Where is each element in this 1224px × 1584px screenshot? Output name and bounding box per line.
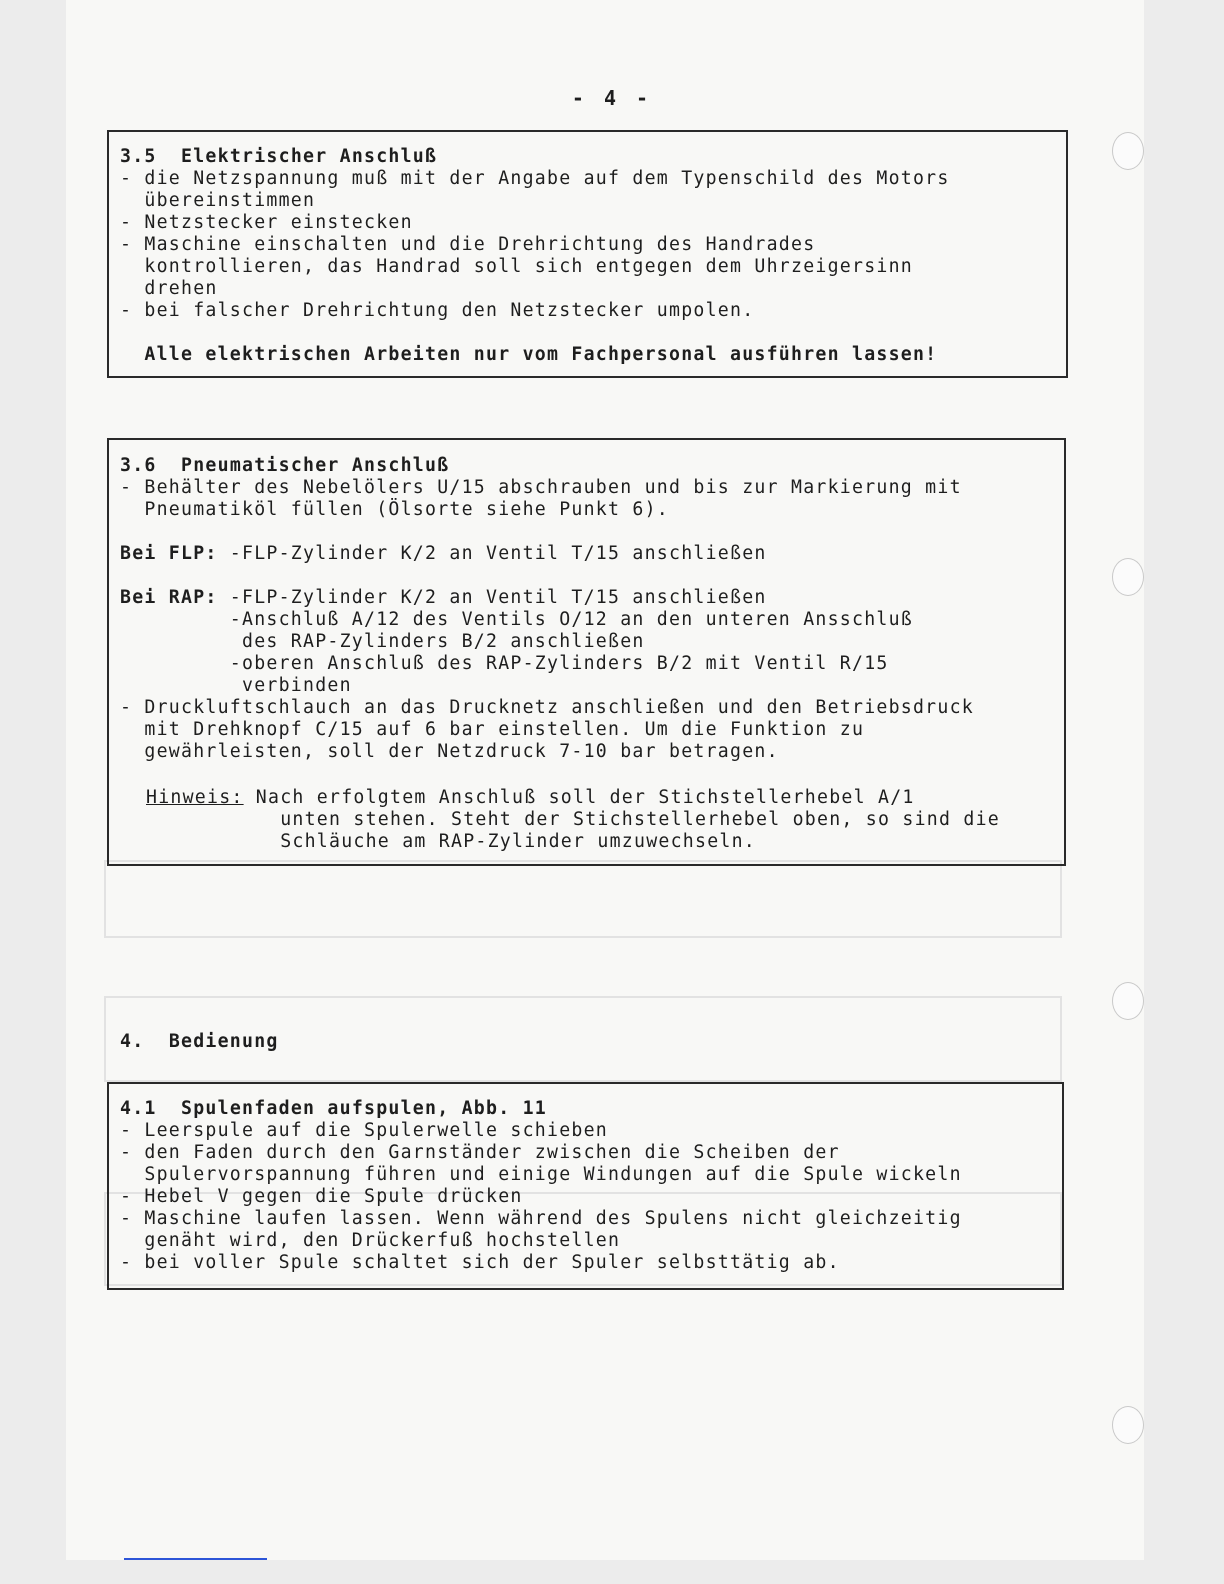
text-line: - Druckluftschlauch an das Drucknetz anschließen und den Betriebsdruck — [120, 697, 974, 718]
rap-label: Bei RAP: — [120, 587, 218, 608]
text-line: -oberen Anschluß des RAP-Zylinders B/2 mit Ventil R/15 — [120, 653, 889, 674]
hint-label: Hinweis: — [146, 787, 244, 808]
bleed-through-frame — [104, 860, 1062, 938]
text-line: - bei falscher Drehrichtung den Netzstecker umpolen. — [120, 300, 755, 321]
heading-text: Pneumatischer Anschluß — [181, 455, 450, 476]
page-number: - 4 - — [571, 86, 653, 110]
safety-warning: Alle elektrischen Arbeiten nur vom Fachpersonal ausführen lassen! — [120, 344, 938, 365]
rap-line — [120, 587, 767, 609]
text-line: Spulervorspannung führen und einige Windungen auf die Spule wickeln — [120, 1164, 962, 1185]
punch-hole — [1112, 132, 1144, 170]
hint-line — [146, 787, 915, 809]
punch-hole — [1112, 982, 1144, 1020]
text-line: genäht wird, den Drückerfuß hochstellen — [120, 1230, 621, 1251]
text-line: des RAP-Zylinders B/2 anschließen — [120, 631, 645, 652]
section-3-6-heading — [120, 455, 449, 477]
rap-text: -FLP-Zylinder K/2 an Ventil T/15 anschließen — [217, 587, 767, 608]
text-line: - die Netzspannung muß mit der Angabe auf dem Typenschild des Motors — [120, 168, 950, 189]
text-line: drehen — [120, 278, 218, 299]
section-4-1-heading — [120, 1098, 547, 1120]
text-line: - Behälter des Nebelölers U/15 abschrauben und bis zur Markierung mit — [120, 477, 962, 498]
section-4-heading — [120, 1031, 279, 1053]
text-line: - Hebel V gegen die Spule drücken — [120, 1186, 523, 1207]
text-line: Schläuche am RAP-Zylinder umzuwechseln. — [146, 831, 756, 852]
punch-hole — [1112, 558, 1144, 596]
text-line: - Maschine einschalten und die Drehrichtung des Handrades — [120, 234, 816, 255]
text-line: - den Faden durch den Garnständer zwischen die Scheiben der — [120, 1142, 840, 1163]
section-3-5-heading — [120, 146, 437, 168]
heading-number: 4. — [120, 1031, 145, 1052]
text-line: - Maschine laufen lassen. Wenn während des Spulens nicht gleichzeitig — [120, 1208, 962, 1229]
text-line: übereinstimmen — [120, 190, 316, 211]
text-line: verbinden — [120, 675, 352, 696]
text-line: mit Drehknopf C/15 auf 6 bar einstellen. Um die Funktion zu — [120, 719, 865, 740]
punch-hole — [1112, 1406, 1144, 1444]
text-line: kontrollieren, das Handrad soll sich entgegen dem Uhrzeigersinn — [120, 256, 913, 277]
flp-text: -FLP-Zylinder K/2 an Ventil T/15 anschließen — [217, 543, 767, 564]
heading-number: 3.6 — [120, 455, 157, 476]
text-line: - Leerspule auf die Spulerwelle schieben — [120, 1120, 608, 1141]
heading-text: Bedienung — [168, 1031, 279, 1052]
text-line: Pneumatiköl füllen (Ölsorte siehe Punkt 6). — [120, 499, 669, 520]
heading-number: 3.5 — [120, 146, 157, 167]
heading-text: Elektrischer Anschluß — [181, 146, 438, 167]
flp-label: Bei FLP: — [120, 543, 218, 564]
hint-text: Nach erfolgtem Anschluß soll der Stichstellerhebel A/1 — [243, 787, 915, 808]
text-line: gewährleisten, soll der Netzdruck 7-10 bar betragen. — [120, 741, 779, 762]
heading-text: Spulenfaden aufspulen, Abb. 11 — [181, 1098, 548, 1119]
flp-line — [120, 543, 767, 565]
text-line: - bei voller Spule schaltet sich der Spuler selbsttätig ab. — [120, 1252, 840, 1273]
heading-number: 4.1 — [120, 1098, 157, 1119]
text-line: unten stehen. Steht der Stichstellerhebel oben, so sind die — [146, 809, 1000, 830]
text-line: - Netzstecker einstecken — [120, 212, 413, 233]
text-line: -Anschluß A/12 des Ventils O/12 an den unteren Ansschluß — [120, 609, 913, 630]
scan-edge-mark — [124, 1558, 267, 1560]
